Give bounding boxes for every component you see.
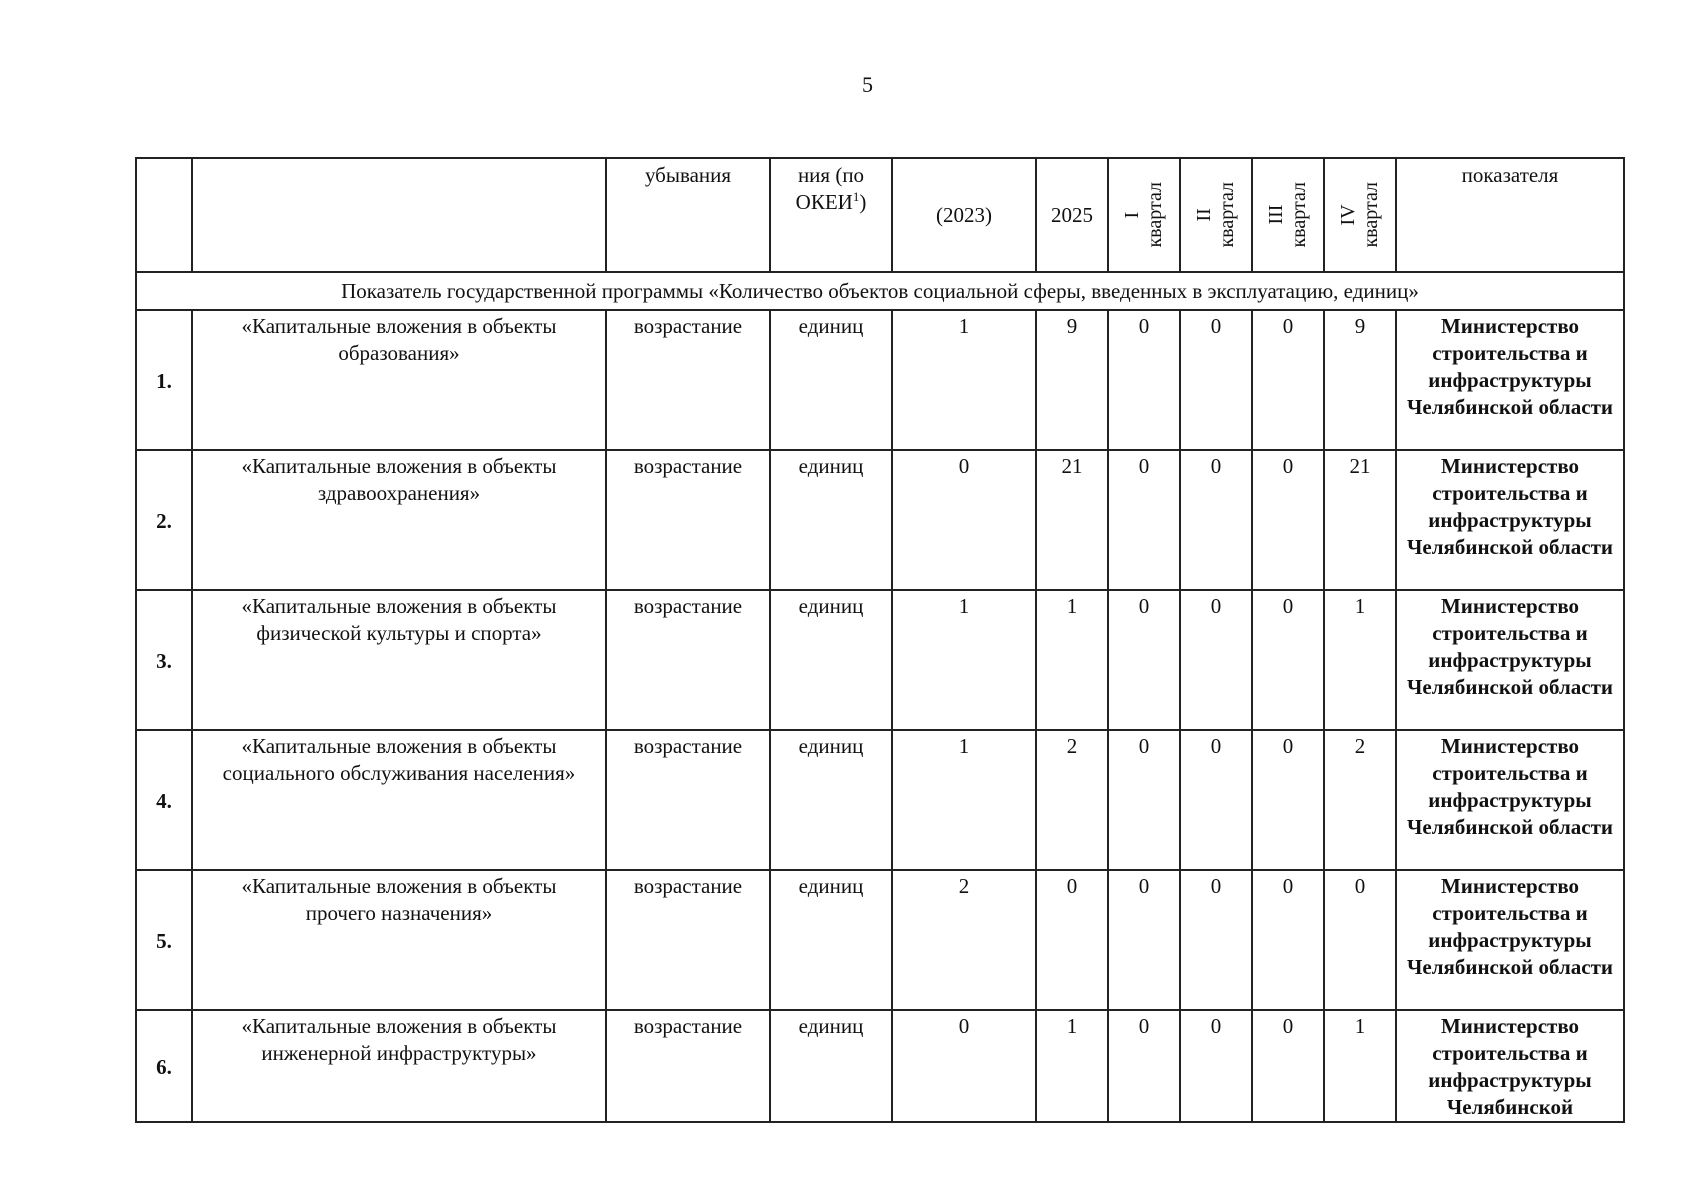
indicators-table [135,157,1625,1123]
header-unit-cell [770,158,892,272]
responsible-cell: Министерство строительства и инфраструктуры Челябинской области [1396,730,1624,870]
header-q3-cell [1252,158,1324,272]
responsible-cell: Министерство строительства и инфраструктуры Челябинской области [1396,870,1624,1010]
q3-value-cell: 0 [1252,590,1324,730]
q4-value-cell: 0 [1324,870,1396,1010]
direction-cell: возрастание [606,870,770,1010]
base-value-cell: 2 [892,870,1036,1010]
row-number: 6. [136,1010,192,1122]
unit-cell: единиц [770,450,892,590]
q1-value-cell: 0 [1108,450,1180,590]
unit-cell: единиц [770,1010,892,1122]
year-value-cell: 0 [1036,870,1108,1010]
q2-value-cell: 0 [1180,590,1252,730]
direction-cell: возрастание [606,450,770,590]
table-row [136,870,1624,1010]
direction-cell: возрастание [606,310,770,450]
base-value-cell: 0 [892,450,1036,590]
q4-value-cell: 9 [1324,310,1396,450]
q1-value-cell: 0 [1108,590,1180,730]
header-unit-close: ) [859,189,867,214]
unit-cell: единиц [770,730,892,870]
indicator-name: «Капитальные вложения в объекты здравоохранения» [192,450,606,590]
q4-value-cell: 1 [1324,1010,1396,1122]
year-value-cell: 2 [1036,730,1108,870]
q1-value-cell: 0 [1108,730,1180,870]
unit-cell: единиц [770,870,892,1010]
indicator-name: «Капитальные вложения в объекты физической культуры и спорта» [192,590,606,730]
header-q2-label: II квартал [1193,182,1238,248]
table-row [136,310,1624,450]
q2-value-cell: 0 [1180,450,1252,590]
section-title: Показатель государственной программы «Количество объектов социальной сферы, введенных в эксплуатацию, единиц» [136,272,1624,310]
direction-cell: возрастание [606,730,770,870]
q2-value-cell: 0 [1180,870,1252,1010]
unit-cell: единиц [770,590,892,730]
indicator-name: «Капитальные вложения в объекты инженерной инфраструктуры» [192,1010,606,1122]
q4-value-cell: 1 [1324,590,1396,730]
q1-value-cell: 0 [1108,1010,1180,1122]
direction-cell: возрастание [606,1010,770,1122]
footnote-marker: 1 [852,188,860,204]
q2-value-cell: 0 [1180,310,1252,450]
unit-cell: единиц [770,310,892,450]
header-direction-cell: убывания [606,158,770,272]
row-number: 3. [136,590,192,730]
q2-value-cell: 0 [1180,730,1252,870]
indicator-name: «Капитальные вложения в объекты социального обслуживания населения» [192,730,606,870]
base-value-cell: 0 [892,1010,1036,1122]
header-q3-label: III квартал [1265,182,1310,248]
header-unit-line2: ОКЕИ [795,189,853,214]
header-name-cell [192,158,606,272]
indicator-name: «Капитальные вложения в объекты образования» [192,310,606,450]
q4-value-cell: 21 [1324,450,1396,590]
q1-value-cell: 0 [1108,870,1180,1010]
table-row [136,730,1624,870]
q2-value-cell: 0 [1180,1010,1252,1122]
header-q1-label: I квартал [1121,182,1166,248]
table-row [136,590,1624,730]
responsible-cell: Министерство строительства и инфраструктуры Челябинской области [1396,450,1624,590]
row-number: 1. [136,310,192,450]
q3-value-cell: 0 [1252,450,1324,590]
indicator-name: «Капитальные вложения в объекты прочего назначения» [192,870,606,1010]
header-q4-cell [1324,158,1396,272]
page-number: 5 [862,72,873,97]
q3-value-cell: 0 [1252,1010,1324,1122]
year-value-cell: 1 [1036,590,1108,730]
header-year-cell: 2025 [1036,158,1108,272]
base-value-cell: 1 [892,590,1036,730]
q3-value-cell: 0 [1252,310,1324,450]
responsible-cell: Министерство строительства и инфраструктуры Челябинской области [1396,310,1624,450]
base-value-cell: 1 [892,310,1036,450]
year-value-cell: 21 [1036,450,1108,590]
header-responsible-cell: показателя [1396,158,1624,272]
base-value-cell: 1 [892,730,1036,870]
header-base-year-cell: (2023) [892,158,1036,272]
header-unit-line1: ния (по [797,163,865,187]
q3-value-cell: 0 [1252,870,1324,1010]
section-row [136,272,1624,310]
header-q4-label: IV квартал [1337,182,1382,248]
row-number: 5. [136,870,192,1010]
q3-value-cell: 0 [1252,730,1324,870]
table-row [136,450,1624,590]
row-number: 2. [136,450,192,590]
year-value-cell: 1 [1036,1010,1108,1122]
responsible-cell: Министерство строительства и инфраструктуры Челябинской области [1396,590,1624,730]
q1-value-cell: 0 [1108,310,1180,450]
header-num-cell [136,158,192,272]
table-row [136,1010,1624,1122]
header-q1-cell [1108,158,1180,272]
header-q2-cell [1180,158,1252,272]
q4-value-cell: 2 [1324,730,1396,870]
direction-cell: возрастание [606,590,770,730]
row-number: 4. [136,730,192,870]
table-header-row [136,158,1624,272]
year-value-cell: 9 [1036,310,1108,450]
responsible-cell: Министерство строительства и инфраструктуры Челябинской [1396,1010,1624,1122]
